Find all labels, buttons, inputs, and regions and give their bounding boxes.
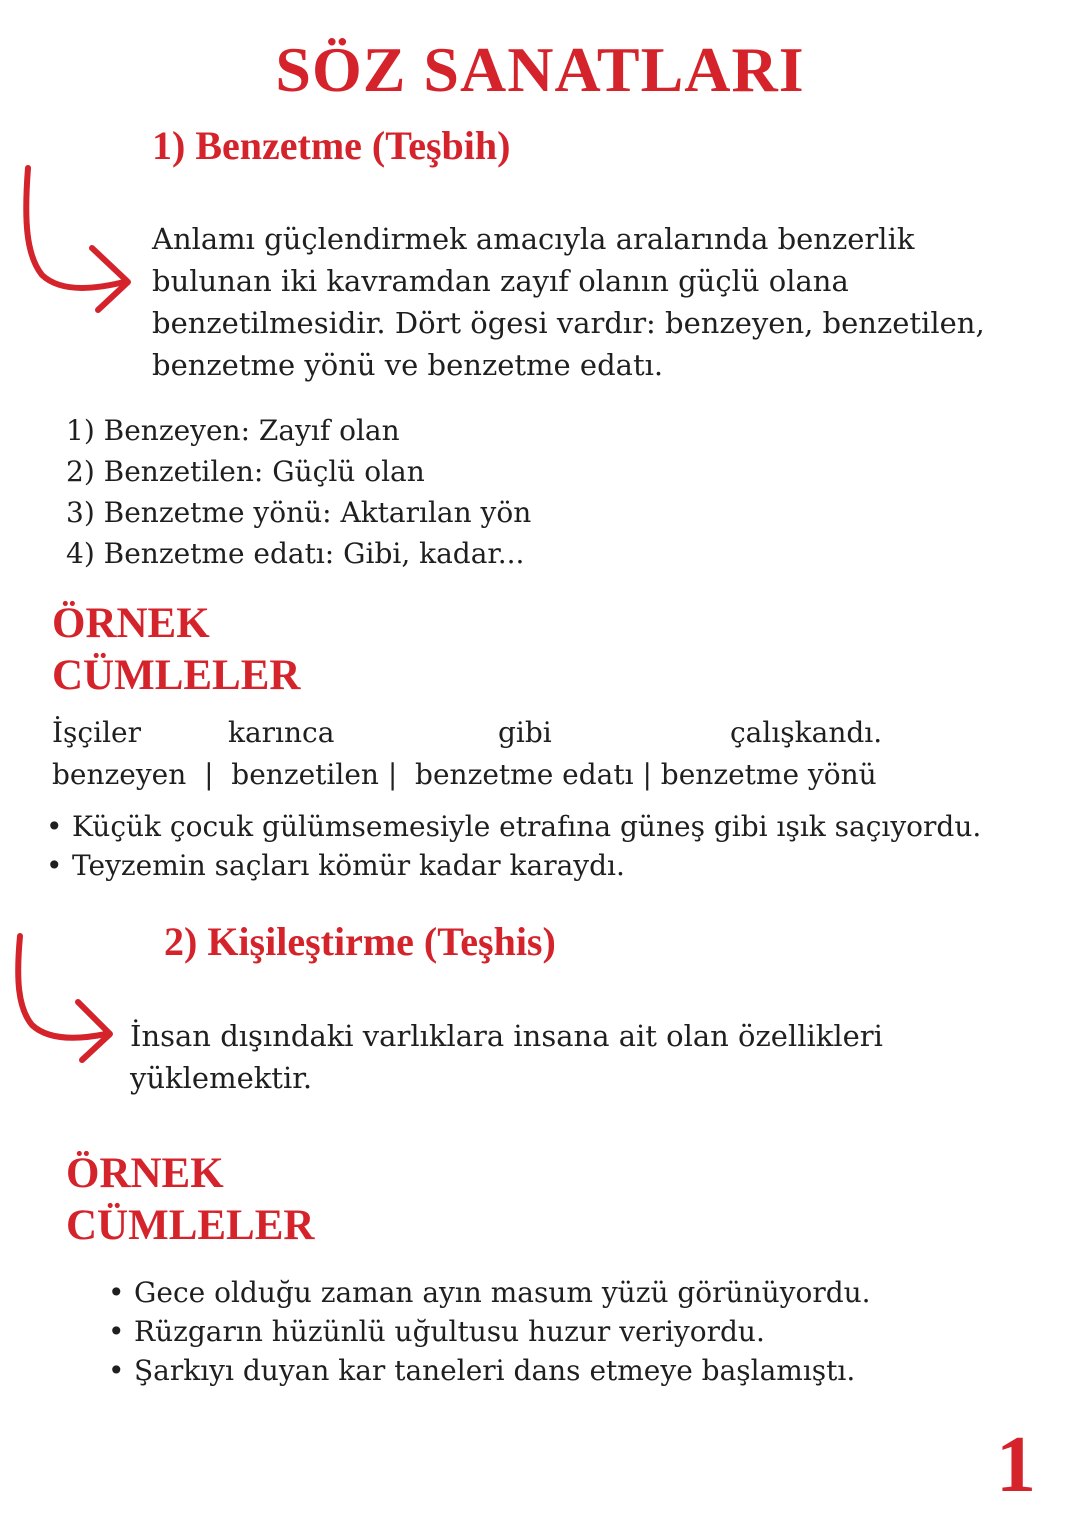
section-2-examples	[108, 1273, 871, 1390]
list-item: • Teyzemin saçları kömür kadar karaydı.	[46, 846, 981, 885]
section-1-definition	[152, 218, 1062, 386]
word-benzeyen: İşçiler	[52, 716, 141, 749]
word-yon: çalışkandı.	[730, 716, 883, 749]
definition-line: benzetme yönü ve benzetme edatı.	[152, 348, 664, 382]
examples-heading-line: CÜMLELER	[52, 652, 301, 699]
bullet-icon: •	[108, 1315, 125, 1348]
sentence-labels: benzeyen | benzetilen | benzetme edatı | benzetme yönü	[52, 758, 877, 791]
list-item: • Şarkıyı duyan kar taneleri dans etmeye başlamıştı.	[108, 1351, 871, 1390]
examples-heading-line: ÖRNEK	[66, 1150, 224, 1197]
examples-heading-2	[66, 1148, 314, 1252]
bullet-icon: •	[108, 1276, 125, 1309]
word-benzetilen: karınca	[228, 716, 335, 749]
examples-heading-line: ÖRNEK	[52, 600, 210, 647]
section-1-heading: 1) Benzetme (Teşbih)	[152, 123, 511, 168]
definition-line: bulunan iki kavramdan zayıf olanın güçlü olana	[152, 264, 849, 298]
section-2-heading: 2) Kişileştirme (Teşhis)	[164, 919, 556, 964]
curved-arrow-icon	[12, 160, 142, 320]
definition-line: İnsan dışındaki varlıklara insana ait olan özellikleri	[130, 1019, 883, 1053]
curved-arrow-icon	[4, 930, 124, 1070]
bullet-icon: •	[108, 1354, 125, 1387]
definition-line: yüklemektir.	[130, 1061, 313, 1095]
list-item: 3) Benzetme yönü: Aktarılan yön	[66, 496, 532, 529]
page-title: SÖZ SANATLARI	[275, 34, 805, 105]
bullet-icon: •	[46, 810, 63, 843]
list-item: • Rüzgarın hüzünlü uğultusu huzur veriyordu.	[108, 1312, 871, 1351]
list-item: 1) Benzeyen: Zayıf olan	[66, 414, 400, 447]
examples-heading-1	[52, 598, 300, 702]
list-item: • Gece olduğu zaman ayın masum yüzü görünüyordu.	[108, 1273, 871, 1312]
list-item: • Küçük çocuk gülümsemesiyle etrafına güneş gibi ışık saçıyordu.	[46, 807, 981, 846]
section-2-definition	[130, 1015, 1030, 1099]
section-1-examples	[46, 807, 981, 885]
page-number: 1	[996, 1421, 1036, 1509]
bullet-icon: •	[46, 849, 63, 882]
examples-heading-line: CÜMLELER	[66, 1202, 315, 1249]
list-item: 4) Benzetme edatı: Gibi, kadar...	[66, 537, 525, 570]
analyzed-sentence	[52, 712, 1052, 753]
definition-line: benzetilmesidir. Dört ögesi vardır: benzeyen, benzetilen,	[152, 306, 985, 340]
word-edat: gibi	[498, 716, 552, 749]
definition-line: Anlamı güçlendirmek amacıyla aralarında benzerlik	[152, 222, 915, 256]
list-item: 2) Benzetilen: Güçlü olan	[66, 455, 425, 488]
simile-elements-list	[66, 410, 531, 574]
